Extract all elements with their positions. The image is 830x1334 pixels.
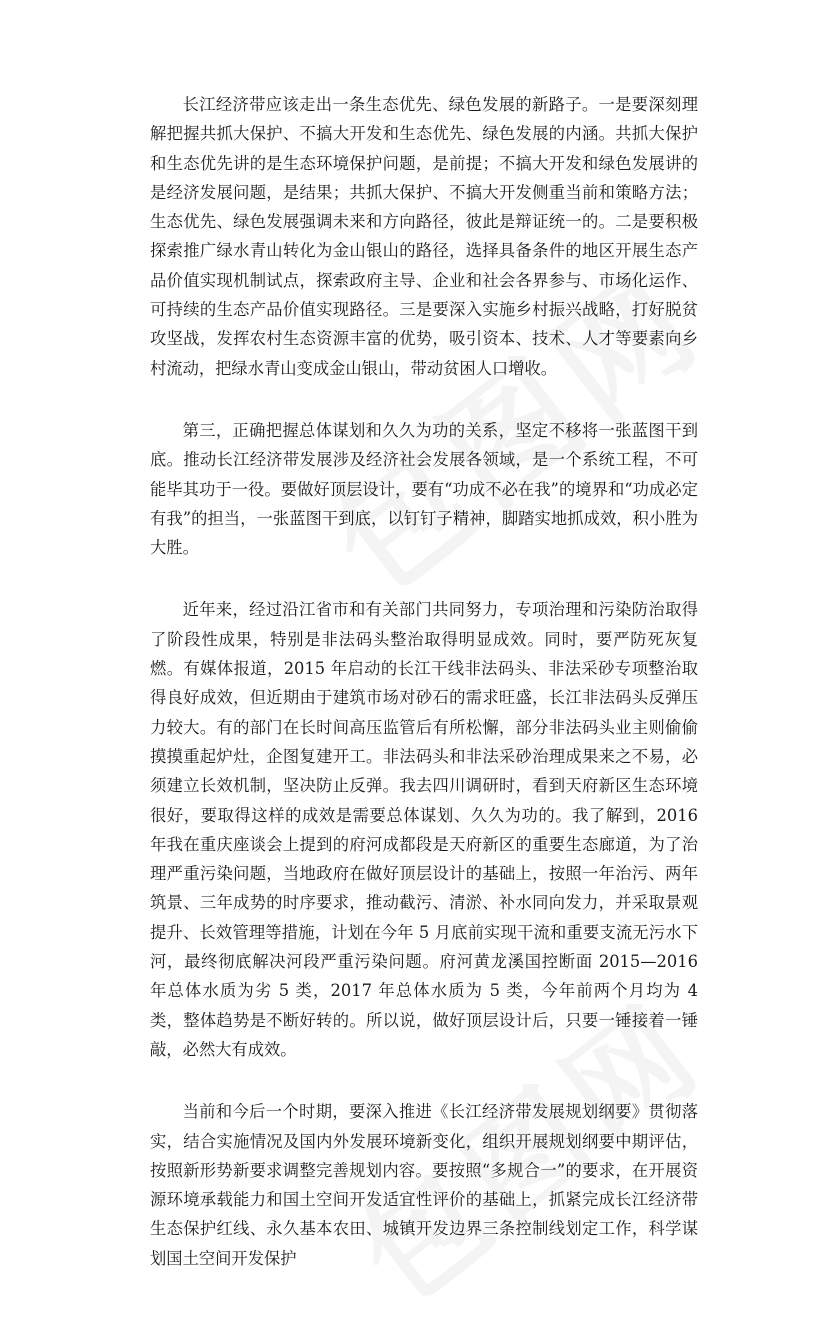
paragraph-3: 近年来，经过沿江省市和有关部门共同努力，专项治理和污染防治取得了阶段性成果，特别是非法码头整治取得明显成效。同时，要严防死灰复燃。有媒体报道，2015 年启动的长江干线非法码头、非法采砂专项整治取得良好成效，但近期由于建筑市场对砂石的需求旺盛，长江非法码头反弹压力较大。有的部门在长时间高压监管后有所松懈，部分非法码头业主则偷偷摸摸重起炉灶，企图复建开工。非法码头和非法采砂治理成果来之不易，必须建立长效机制，坚决防止反弹。我去四川调研时，看到天府新区生态环境很好，要取得这样的成效是需要总体谋划、久久为功的。我了解到，2016 年我在重庆座谈会上提到的府河成都段是天府新区的重要生态廊道，为了治理严重污染问题，当地政府在做好顶层设计的基础上，按照一年治污、两年筑景、三年成势的时序要求，推动截污、清淤、补水同向发力，并采取景观提升、长效管理等措施，计划在今年 5 月底前实现干流和重要支流无污水下河，最终彻底解决河段严重污染问题。府河黄龙溪国控断面 2015—2016 年总体水质为劣 5 类，2017 年总体水质为 5 类，今年前两个月均为 4 类，整体趋势是不断好转的。所以说，做好顶层设计后，只要一锤接着一锤敲，必然大有成效。 [150, 600, 698, 1059]
document-body [150, 90, 698, 1306]
paragraph-4: 当前和今后一个时期，要深入推进《长江经济带发展规划纲要》贯彻落实，结合实施情况及国内外发展环境新变化，组织开展规划纲要中期评估，按照新形势新要求调整完善规划内容。要按照“多规合一”的要求，在开展资源环境承载能力和国土空间开发适宜性评价的基础上，抓紧完成长江经济带生态保护红线、永久基本农田、城镇开发边界三条控制线划定工作，科学谋划国土空间开发保护 [150, 1102, 698, 1268]
paragraph-1: 长江经济带应该走出一条生态优先、绿色发展的新路子。一是要深刻理解把握共抓大保护、不搞大开发和生态优先、绿色发展的内涵。共抓大保护和生态优先讲的是生态环境保护问题，是前提；不搞大开发和绿色发展讲的是经济发展问题，是结果；共抓大保护、不搞大开发侧重当前和策略方法；生态优先、绿色发展强调未来和方向路径，彼此是辩证统一的。二是要积极探索推广绿水青山转化为金山银山的路径，选择具备条件的地区开展生态产品价值实现机制试点，探索政府主导、企业和社会各界参与、市场化运作、可持续的生态产品价值实现路径。三是要深入实施乡村振兴战略，打好脱贫攻坚战，发挥农村生态资源丰富的优势，吸引资本、技术、人才等要素向乡村流动，把绿水青山变成金山银山，带动贫困人口增收。 [150, 95, 698, 378]
paragraph-2: 第三，正确把握总体谋划和久久为功的关系，坚定不移将一张蓝图干到底。推动长江经济带发展涉及经济社会发展各领域，是一个系统工程，不可能毕其功于一役。要做好顶层设计，要有“功成不必在我”的境界和“功成必定有我”的担当，一张蓝图干到底，以钉钉子精神，脚踏实地抓成效，积小胜为大胜。 [150, 420, 698, 558]
